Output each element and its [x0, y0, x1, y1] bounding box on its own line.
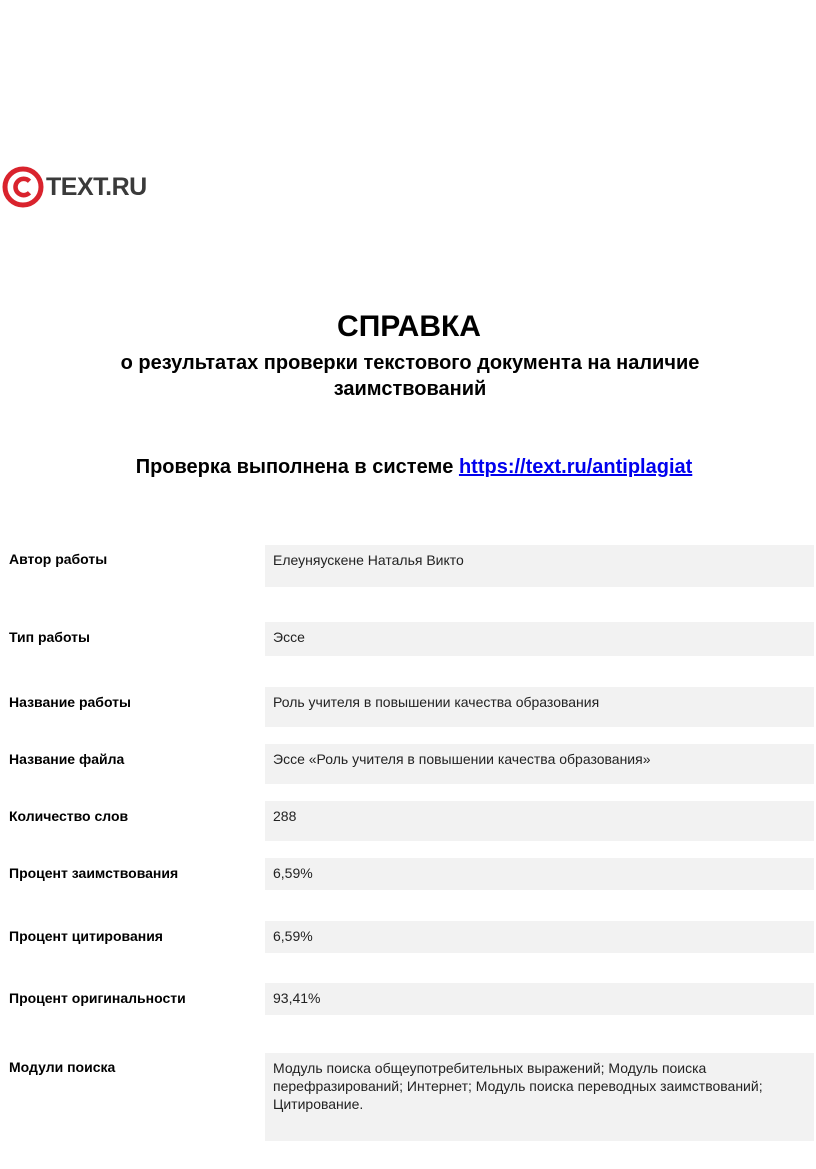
word-count-label: Количество слов	[9, 808, 129, 824]
citation-percent-label: Процент цитирования	[9, 928, 163, 944]
search-modules-label: Модули поиска	[9, 1059, 116, 1075]
work-title-value: Роль учителя в повышении качества образования	[265, 687, 814, 727]
textru-logo	[2, 166, 147, 208]
author-label: Автор работы	[9, 551, 108, 567]
logo-brand-text: TEXT.RU	[46, 173, 147, 201]
antiplagiat-link[interactable]: https://text.ru/antiplagiat	[458, 456, 693, 478]
work-title-label: Название работы	[9, 694, 131, 710]
search-modules-value: Модуль поиска общеупотребительных выражений; Модуль поиска перефразирований; Интернет; Модуль поиска переводных заимствований; Цитирование.	[265, 1053, 814, 1141]
page-title: СПРАВКА	[337, 310, 481, 343]
page-subtitle: о результатах проверки текстового документа на наличие заимствований	[120, 352, 700, 400]
word-count-value: 288	[265, 801, 814, 841]
originality-percent-label: Процент оригинальности	[9, 990, 186, 1006]
file-name-value: Эссе «Роль учителя в повышении качества образования»	[265, 744, 814, 784]
citation-percent-value: 6,59%	[265, 921, 814, 953]
borrowing-percent-value: 6,59%	[265, 858, 814, 890]
work-type-value: Эссе	[265, 622, 814, 656]
file-name-label: Название файла	[9, 751, 125, 767]
copyright-logo-icon	[2, 166, 44, 208]
check-system-prefix: Проверка выполнена в системе	[135, 456, 459, 478]
author-value: Елеуняускене Наталья Викто	[265, 545, 814, 587]
work-type-label: Тип работы	[9, 629, 90, 645]
originality-percent-value: 93,41%	[265, 983, 814, 1015]
borrowing-percent-label: Процент заимствования	[9, 865, 179, 881]
check-system-line	[0, 453, 816, 481]
